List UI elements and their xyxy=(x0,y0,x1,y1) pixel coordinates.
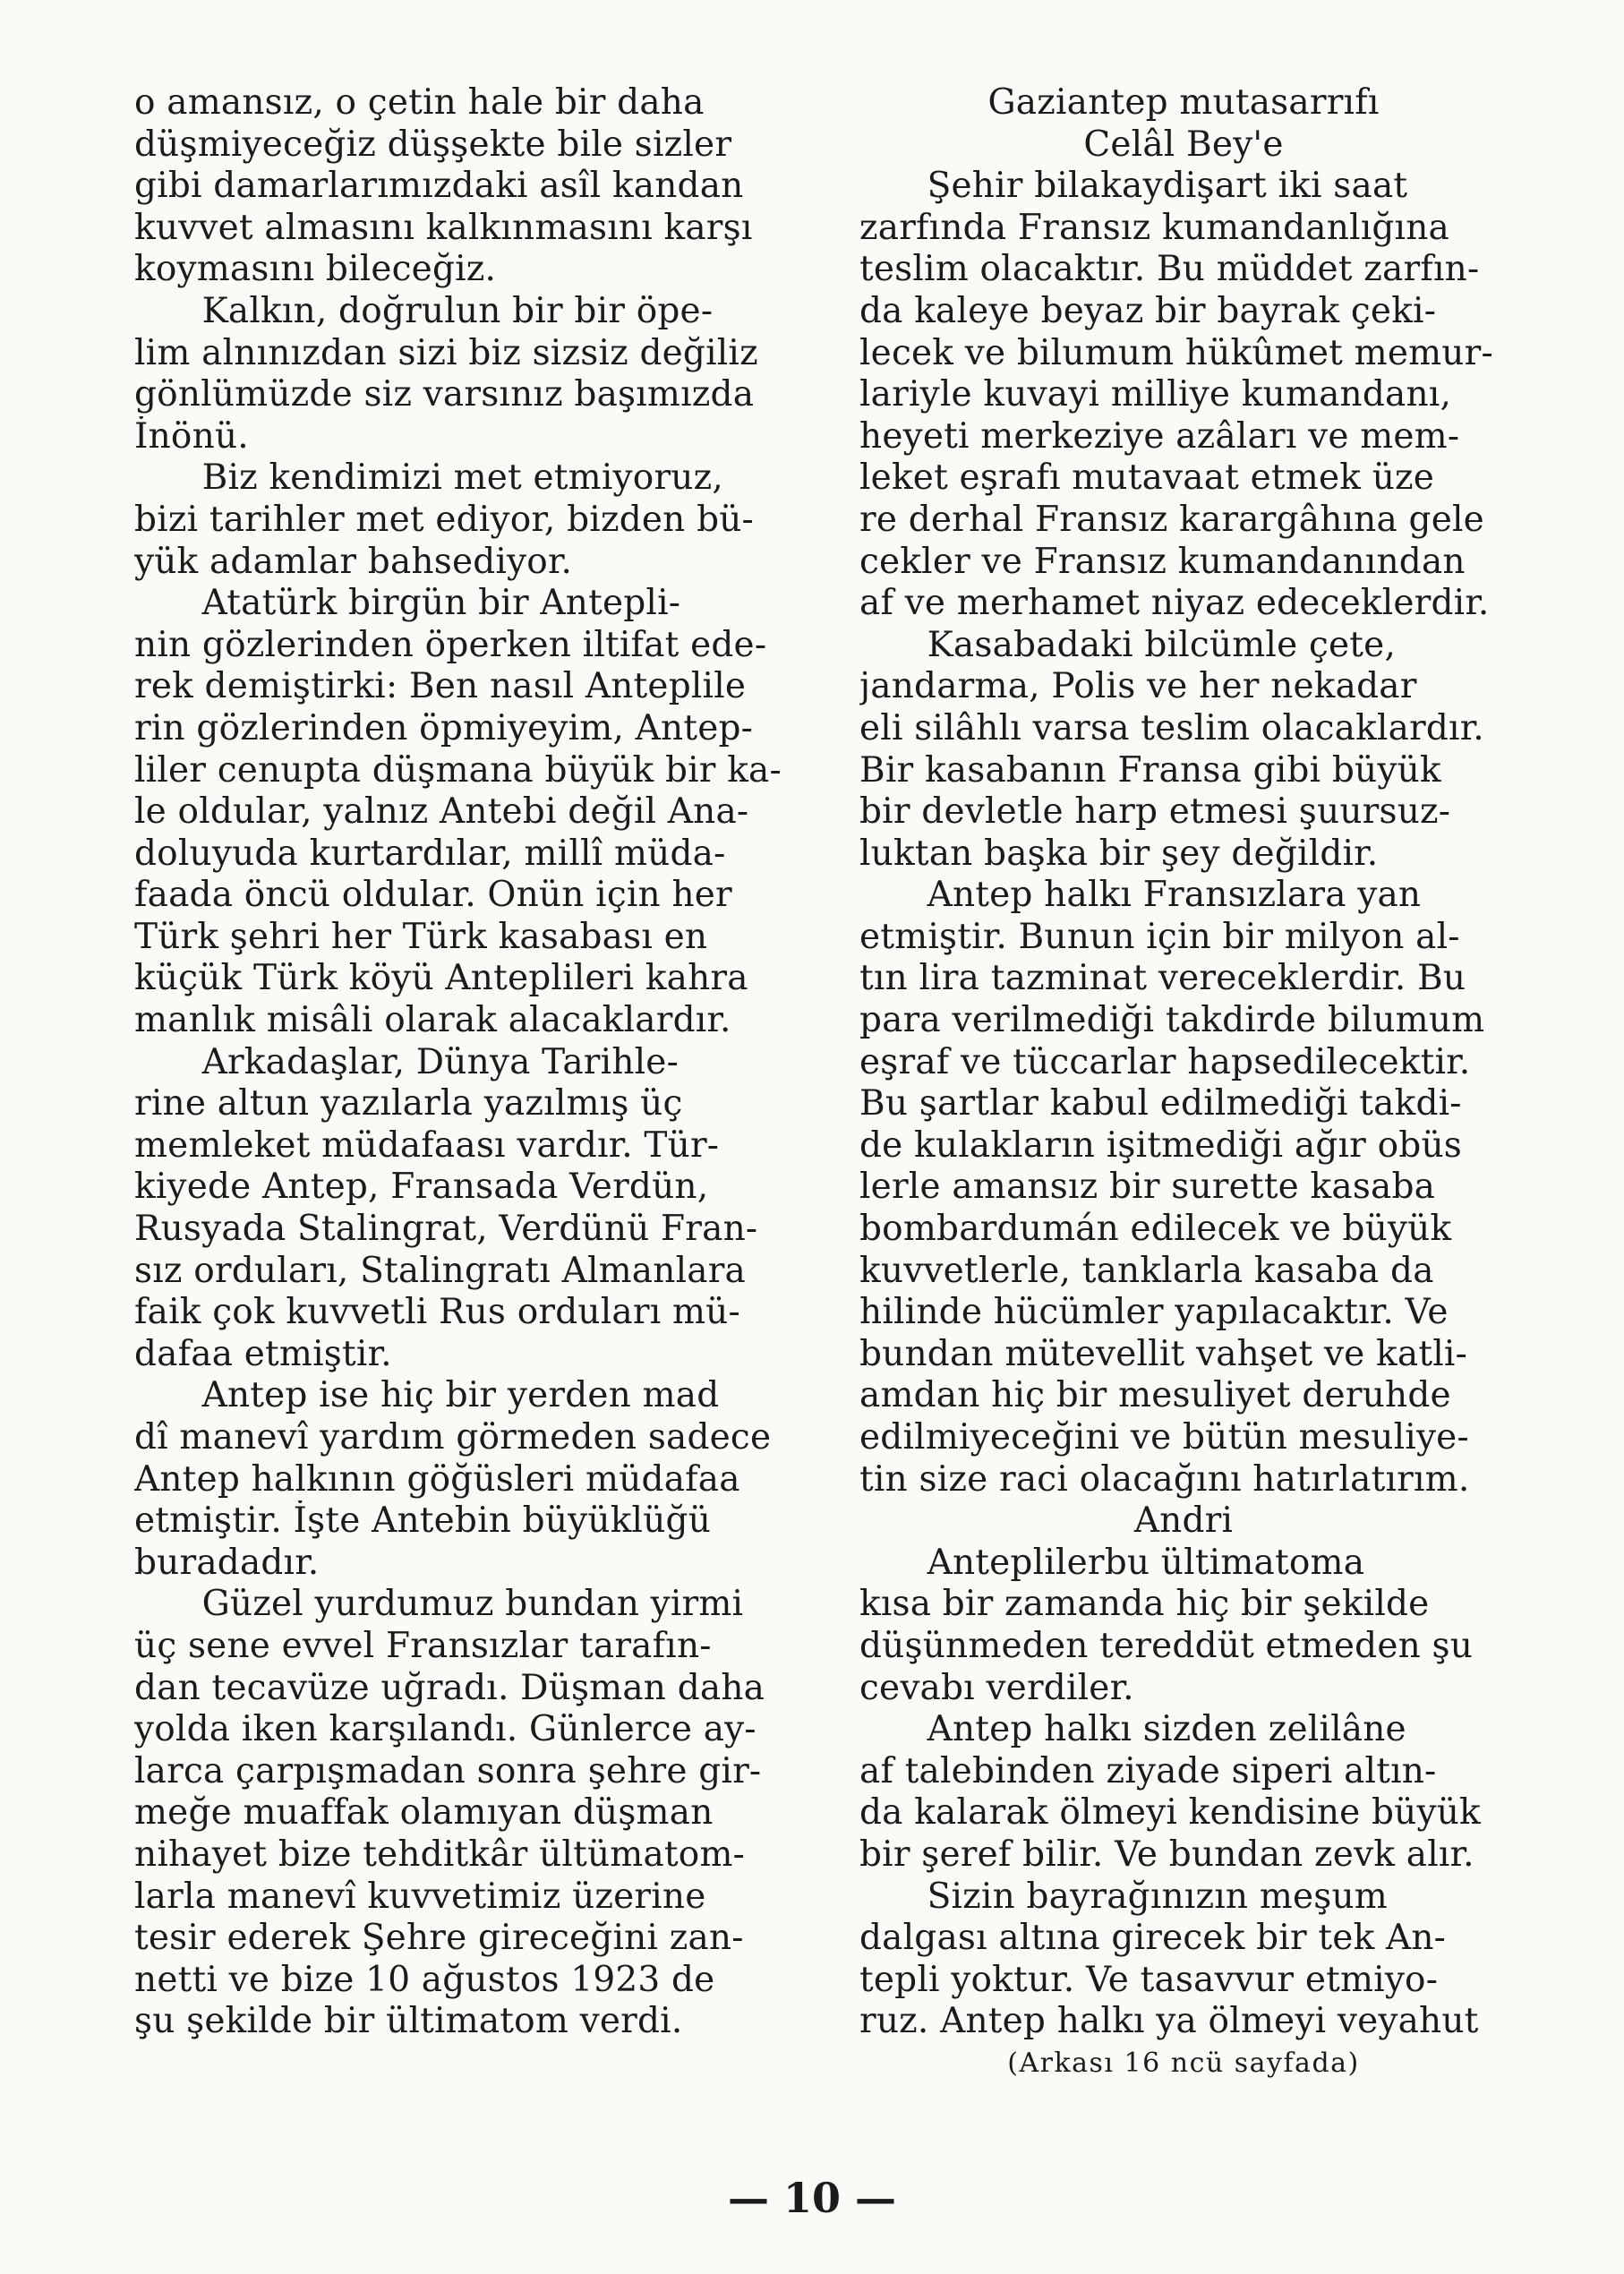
text-line: o amansız, o çetin hale bir daha xyxy=(134,82,705,123)
text-line: re derhal Fransız karargâhına gele xyxy=(859,499,1484,540)
text-line: af ve merhamet niyaz edeceklerdir. xyxy=(859,583,1490,624)
text-line: kuvvetlerle, tanklarla kasaba da xyxy=(859,1250,1434,1291)
text-line: gönlümüzde siz varsınız başımızda xyxy=(134,374,755,415)
right-text-column xyxy=(859,82,1508,2085)
text-line: sız orduları, Stalingratı Almanlara xyxy=(134,1250,746,1291)
text-line: edilmiyeceğini ve bütün mesuliye- xyxy=(859,1417,1469,1458)
text-line: buradadır. xyxy=(134,1542,320,1583)
text-line: tepli yoktur. Ve tasavvur etmiyo- xyxy=(859,1959,1439,2000)
text-line: manlık misâli olarak alacaklardır. xyxy=(134,1000,731,1041)
centered-line: Celâl Bey'e xyxy=(1083,124,1284,165)
text-line: etmiştir. Bunun için bir milyon al- xyxy=(859,916,1460,957)
text-line: cevabı verdiler. xyxy=(859,1667,1134,1708)
text-line: dalgası altına girecek bir tek An- xyxy=(859,1918,1447,1959)
text-line: üç sene evvel Fransızlar tarafın- xyxy=(134,1625,712,1666)
text-line: le oldular, yalnız Antebi değil Ana- xyxy=(134,791,749,833)
text-line: Bu şartlar kabul edilmediği takdi- xyxy=(859,1083,1462,1124)
text-line: ruz. Antep halkı ya ölmeyi veyahut xyxy=(859,2001,1479,2042)
text-line: şu şekilde bir ültimatom verdi. xyxy=(134,2001,683,2042)
text-line: kiyede Antep, Fransada Verdün, xyxy=(134,1167,709,1208)
text-line: düşmiyeceğiz düşşekte bile sizler xyxy=(134,124,732,165)
text-line: Arkadaşlar, Dünya Tarihle- xyxy=(134,1041,679,1082)
text-line: küçük Türk köyü Anteplileri kahra xyxy=(134,958,748,999)
text-line: eşraf ve tüccarlar hapsedilecektir. xyxy=(859,1041,1471,1082)
text-line: doluyuda kurtardılar, millî müda- xyxy=(134,833,726,874)
text-line: Türk şehri her Türk kasabası en xyxy=(134,916,708,957)
text-line: luktan başka bir şey değildir. xyxy=(859,833,1379,874)
text-line: rek demiştirki: Ben nasıl Anteplile xyxy=(134,666,747,707)
text-line: teslim olacaktır. Bu müddet zarfın- xyxy=(859,249,1480,290)
text-line: af talebinden ziyade siperi altın- xyxy=(859,1750,1437,1791)
text-line: Antep halkının göğüsleri müdafaa xyxy=(134,1458,740,1500)
text-line: zarfında Fransız kumandanlığına xyxy=(859,207,1449,248)
continuation-note: (Arkası 16 ncü sayfada) xyxy=(1007,2047,1360,2079)
text-line: dafaa etmiştir. xyxy=(134,1333,392,1374)
text-line: Anteplilerbu ültimatoma xyxy=(859,1542,1365,1583)
text-line: tın lira tazminat vereceklerdir. Bu xyxy=(859,958,1466,999)
text-line: lariyle kuvayi milliye kumandanı, xyxy=(859,374,1452,415)
text-line: larla manevî kuvvetimiz üzerine xyxy=(134,1876,706,1917)
text-line: memleket müdafaası vardır. Tür- xyxy=(134,1124,720,1166)
text-line: Güzel yurdumuz bundan yirmi xyxy=(134,1584,744,1625)
text-line: bir şeref bilir. Ve bundan zevk alır. xyxy=(859,1834,1474,1875)
text-line: da kaleye beyaz bir bayrak çeki- xyxy=(859,290,1437,331)
text-line: kuvvet almasını kalkınmasını karşı xyxy=(134,207,753,248)
text-line: rin gözlerinden öpmiyeyim, Antep- xyxy=(134,707,754,748)
text-line: gibi damarlarımızdaki asîl kandan xyxy=(134,166,744,207)
text-line: Antep ise hiç bir yerden mad xyxy=(134,1375,720,1416)
text-line: Kalkın, doğrulun bir bir öpe- xyxy=(134,290,714,331)
text-line: İnönü. xyxy=(134,415,249,457)
text-line: nihayet bize tehditkâr ültümatom- xyxy=(134,1834,746,1875)
text-line: yük adamlar bahsediyor. xyxy=(134,541,573,582)
text-line: koymasını bileceğiz. xyxy=(134,249,497,290)
text-line: kısa bir zamanda hiç bir şekilde xyxy=(859,1584,1430,1625)
text-line: faada öncü oldular. Onün için her xyxy=(134,875,732,916)
page-number: — 10 — xyxy=(727,2174,897,2222)
text-line: eli silâhlı varsa teslim olacaklardır. xyxy=(859,707,1484,748)
centered-line: Gaziantep mutasarrıfı xyxy=(987,82,1380,123)
text-line: meğe muaffak olamıyan düşman xyxy=(134,1792,714,1834)
text-line: jandarma, Polis ve her nekadar xyxy=(859,666,1417,707)
text-line: Biz kendimizi met etmiyoruz, xyxy=(134,457,723,499)
text-line: Bir kasabanın Fransa gibi büyük xyxy=(859,749,1441,791)
text-line: nin gözlerinden öperken iltifat ede- xyxy=(134,624,767,665)
text-line: bombardumán edilecek ve büyük xyxy=(859,1209,1452,1250)
text-line: dan tecavüze uğradı. Düşman daha xyxy=(134,1667,765,1708)
text-line: da kalarak ölmeyi kendisine büyük xyxy=(859,1792,1481,1834)
text-line: dî manevî yardım görmeden sadece xyxy=(134,1417,772,1458)
text-line: Sizin bayrağınızın meşum xyxy=(859,1876,1388,1917)
text-line: tesir ederek Şehre gireceğini zan- xyxy=(134,1918,744,1959)
text-line: larca çarpışmadan sonra şehre gir- xyxy=(134,1750,762,1791)
text-line: Kasabadaki bilcümle çete, xyxy=(859,624,1397,665)
text-line: Rusyada Stalingrat, Verdünü Fran- xyxy=(134,1209,758,1250)
text-line: düşünmeden tereddüt etmeden şu xyxy=(859,1625,1474,1666)
left-text-column xyxy=(134,82,782,2043)
text-line: hilinde hücümler yapılacaktır. Ve xyxy=(859,1292,1449,1333)
text-line: yolda iken karşılandı. Günlerce ay- xyxy=(134,1709,756,1750)
text-line: netti ve bize 10 ağustos 1923 de xyxy=(134,1959,715,2000)
text-line: de kulakların işitmediği ağır obüs xyxy=(859,1124,1462,1166)
text-line: bizi tarihler met ediyor, bizden bü- xyxy=(134,499,754,540)
text-line: lim alnınızdan sizi biz sizsiz değiliz xyxy=(134,332,758,373)
text-line: lecek ve bilumum hükûmet memur- xyxy=(859,332,1493,373)
text-line: bir devletle harp etmesi şuursuz- xyxy=(859,791,1451,833)
text-line: liler cenupta düşmana büyük bir ka- xyxy=(134,749,782,791)
text-line: Antep halkı sizden zelilâne xyxy=(859,1709,1406,1750)
text-line: Şehir bilakaydişart iki saat xyxy=(859,166,1408,207)
text-line: bundan mütevellit vahşet ve katli- xyxy=(859,1333,1467,1374)
text-line: heyeti merkeziye azâları ve mem- xyxy=(859,415,1460,457)
text-line: cekler ve Fransız kumandanından xyxy=(859,541,1466,582)
text-line: para verilmediği takdirde bilumum xyxy=(859,1000,1485,1041)
text-line: tin size raci olacağını hatırlatırım. xyxy=(859,1458,1470,1500)
text-line: Atatürk birgün bir Antepli- xyxy=(134,583,681,624)
text-line: rine altun yazılarla yazılmış üç xyxy=(134,1083,683,1124)
text-line: etmiştir. İşte Antebin büyüklüğü xyxy=(134,1500,712,1542)
text-line: leket eşrafı mutavaat etmek üze xyxy=(859,457,1435,499)
text-line: amdan hiç bir mesuliyet deruhde xyxy=(859,1375,1451,1416)
text-line: Antep halkı Fransızlara yan xyxy=(859,875,1422,916)
text-line: faik çok kuvvetli Rus orduları mü- xyxy=(134,1292,740,1333)
centered-line: Andri xyxy=(1133,1500,1234,1542)
text-line: lerle amansız bir surette kasaba xyxy=(859,1167,1436,1208)
